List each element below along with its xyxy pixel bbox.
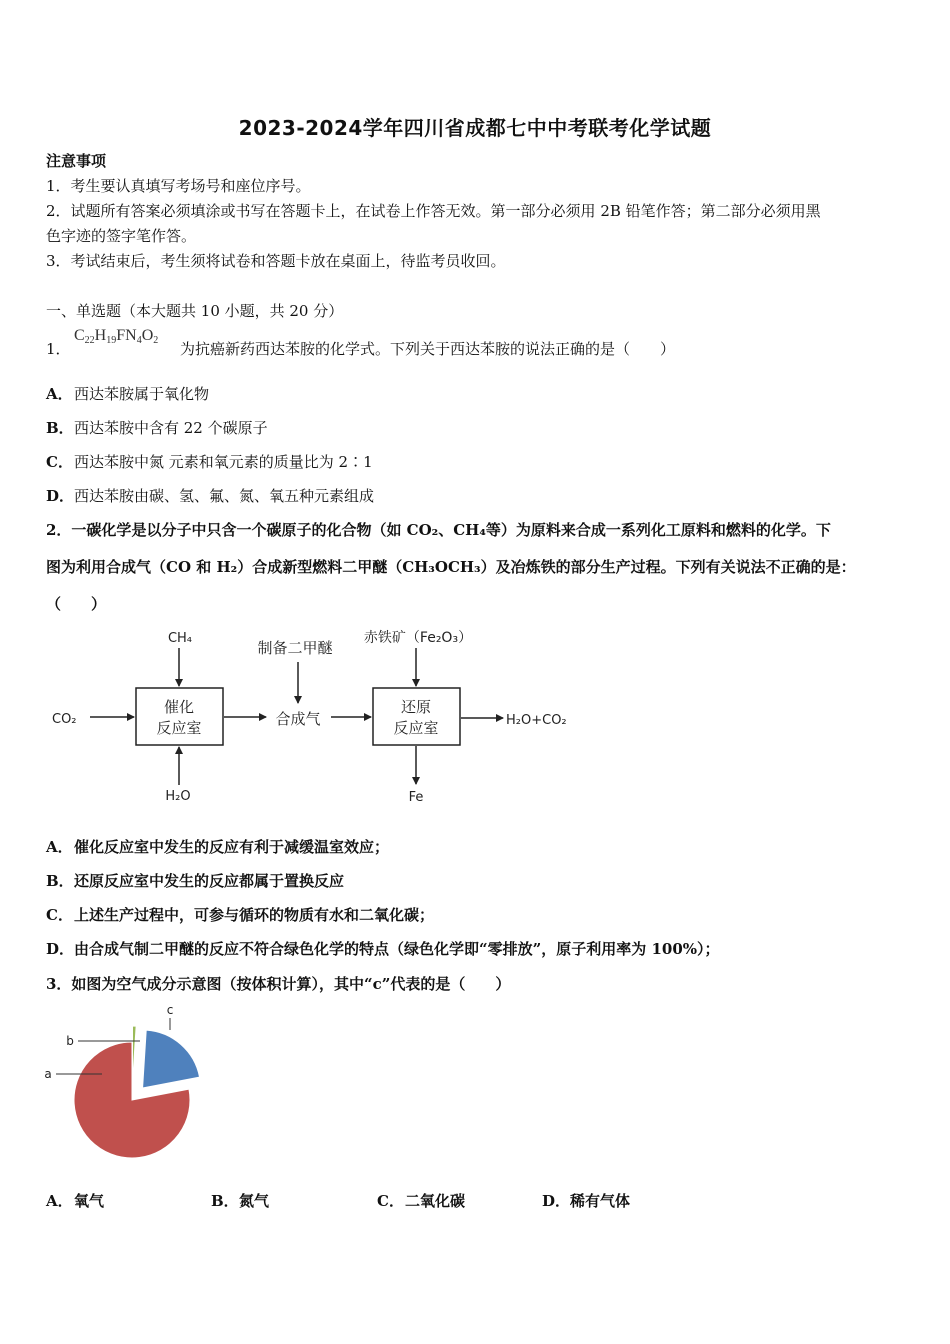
pie-slice-b [133, 1026, 137, 1084]
notice-item-1: 1．考生要认真填写考场号和座位序号。 [46, 177, 311, 195]
notice-item-3: 3．考试结束后，考生须将试卷和答题卡放在桌面上，待监考员收回。 [46, 252, 506, 270]
q2-stem-line2: 图为利用合成气（CO 和 H₂）合成新型燃料二甲醚（CH₃OCH₃）及冶炼铁的部分生产过程。下列有关说法不正确的是： [46, 558, 856, 576]
air-composition-pie-chart [40, 1000, 240, 1170]
box1-label-1: 催化 [163, 698, 195, 716]
co2-label: CO₂ [52, 712, 77, 727]
box2-label-1: 还原 [400, 698, 432, 716]
pie-label-b: b [66, 1034, 74, 1048]
pie-slice-c [143, 1030, 200, 1088]
q3-option-a: A．氧气 [46, 1192, 105, 1210]
fe-label: Fe [408, 790, 424, 805]
process-diagram [40, 620, 600, 815]
q3-option-d: D．稀有气体 [542, 1192, 631, 1210]
box2-label-2: 反应室 [393, 719, 439, 737]
dme-label: 制备二甲醚 [257, 639, 333, 657]
ore-label: 赤铁矿（Fe₂O₃） [363, 630, 473, 646]
box1-label-2: 反应室 [156, 719, 202, 737]
q1-number: 1． [46, 340, 71, 358]
q2-option-b: B．还原反应室中发生的反应都属于置换反应 [46, 872, 345, 890]
q3-option-b: B．氮气 [211, 1192, 270, 1210]
section-heading: 一、单选题（本大题共 10 小题，共 20 分） [46, 302, 344, 320]
notice-heading: 注意事项 [46, 152, 107, 170]
page-title: 2023-2024学年四川省成都七中中考联考化学试题 [238, 116, 712, 140]
q1-stem: 为抗癌新药西达苯胺的化学式。下列关于西达苯胺的说法正确的是（ ） [180, 340, 676, 358]
q1-option-b: B．西达苯胺中含有 22 个碳原子 [46, 419, 268, 437]
q1-option-a: A．西达苯胺属于氧化物 [46, 385, 210, 403]
q3-stem: 3．如图为空气成分示意图（按体积计算），其中“c”代表的是（ ） [46, 975, 511, 993]
notice-item-2-cont: 色字迹的签字笔作答。 [46, 227, 197, 245]
pie-label-c: c [166, 1003, 174, 1017]
q2-stem-line3: （ ） [46, 595, 107, 613]
q2-option-a: A．催化反应室中发生的反应有利于减缓温室效应； [46, 838, 390, 856]
pie-label-a: a [44, 1067, 52, 1081]
q2-option-d: D．由合成气制二甲醚的反应不符合绿色化学的特点（绿色化学即“零排放”，原子利用率为 100%）； [46, 940, 720, 958]
q2-option-c: C．上述生产过程中，可参与循环的物质有水和二氧化碳； [46, 906, 435, 924]
q1-option-c: C．西达苯胺中氮 元素和氧元素的质量比为 2∶1 [46, 453, 373, 471]
q1-formula: $C_{22}H_{19}FN_4O_2$ [74, 327, 159, 346]
q3-option-c: C．二氧化碳 [377, 1192, 466, 1210]
notice-item-2: 2．试题所有答案必须填涂或书写在答题卡上，在试卷上作答无效。第一部分必须用 2B 铅笔作答；第二部分必须用黑 [46, 202, 821, 220]
products-label: H₂O+CO₂ [506, 713, 567, 728]
ch4-label: CH₄ [167, 631, 193, 646]
q1-option-d: D．西达苯胺由碳、氢、氟、氮、氧五种元素组成 [46, 487, 375, 505]
h2o-label: H₂O [165, 789, 191, 804]
q2-stem-line1: 2．一碳化学是以分子中只含一个碳原子的化合物（如 CO₂、CH₄等）为原料来合成一系列化工原料和燃料的化学。下 [46, 521, 831, 539]
syngas-label: 合成气 [275, 710, 321, 728]
